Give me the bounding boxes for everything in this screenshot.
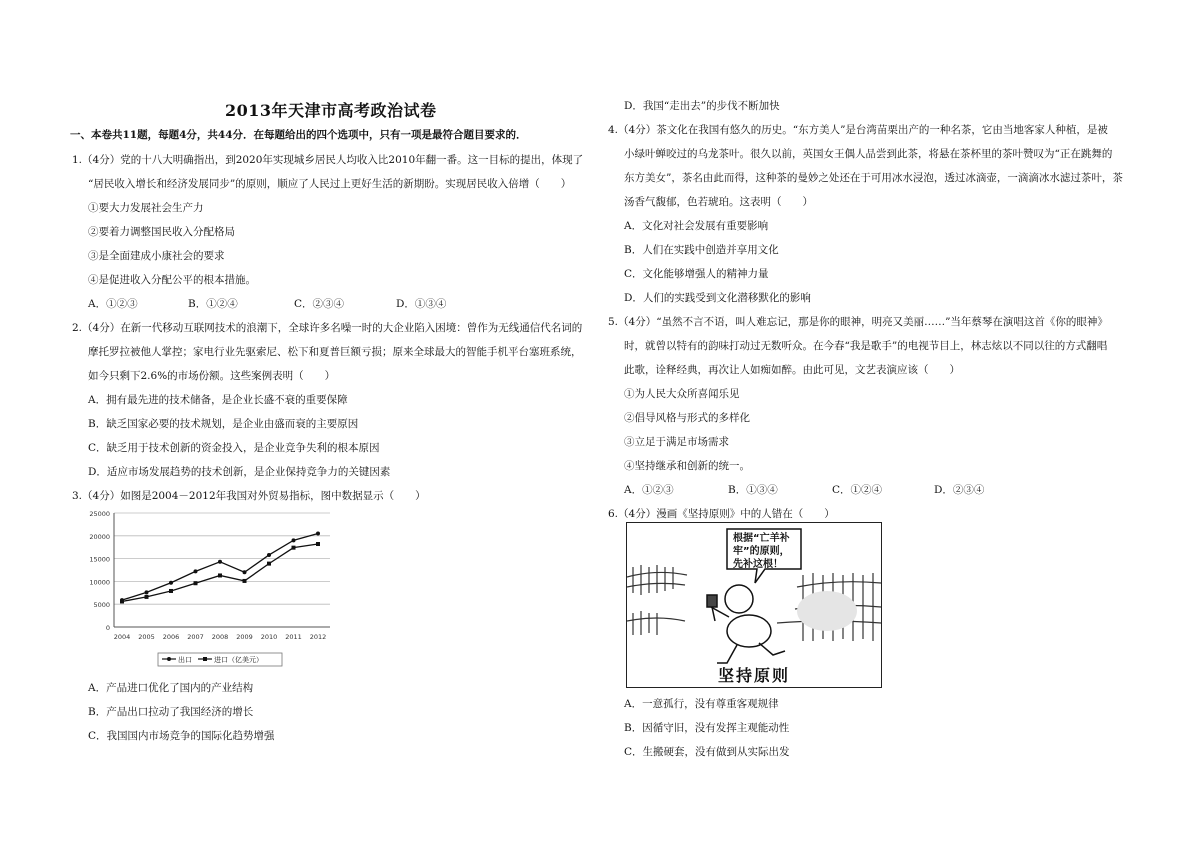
- paper-title: 2013年天津市高考政治试卷: [225, 101, 437, 120]
- series-point: [194, 581, 198, 585]
- q5-item-4: ④坚持继承和创新的统一。: [624, 460, 750, 472]
- series-point: [316, 532, 320, 536]
- x-tick-label: 2005: [138, 633, 155, 641]
- q3-option-c: C．我国国内市场竞争的国际化趋势增强: [88, 730, 275, 742]
- q4-stem-line-1: 4.（4分）茶文化在我国有悠久的历史。“东方美人”是台湾苗栗出产的一种名茶，它由当地客家人种植，是被: [608, 124, 1108, 136]
- q1-item-1: ①要大力发展社会生产力: [88, 202, 204, 214]
- y-tick-label: 25000: [89, 510, 110, 518]
- legend-label: 进口（亿美元）: [214, 656, 263, 664]
- chart-series: [120, 532, 320, 604]
- q5-option-d: D．②③④: [934, 484, 985, 496]
- x-tick-label: 2009: [236, 633, 253, 641]
- q4-option-a: A．文化对社会发展有重要影响: [624, 220, 769, 232]
- q1-stem-line-1: 1.（4分）党的十八大明确指出，到2020年实现城乡居民人均收入比2010年翻一番。这一目标的提出，体现了: [72, 154, 584, 166]
- q6-option-a: A．一意孤行，没有尊重客观规律: [624, 698, 779, 710]
- q5-option-c: C．①②④: [832, 484, 883, 496]
- x-tick-label: 2010: [260, 633, 278, 641]
- x-tick-label: 2008: [211, 633, 229, 641]
- q1-option-b: B．①②④: [188, 298, 238, 310]
- trade-chart: [80, 505, 340, 675]
- q2-stem-line-1: 2.（4分）在新一代移动互联网技术的浪潮下，全球许多名噪一时的大企业陷入困境：曾作为无线通信代名词的: [72, 322, 583, 334]
- cartoon-bubble-text: 根据“亡羊补牢”的原则，先补这根！: [733, 533, 790, 570]
- y-tick-label: 5000: [93, 601, 110, 610]
- q2-option-b: B．缺乏国家必要的技术规划，是企业由盛而衰的主要原因: [88, 418, 359, 430]
- q2-stem-line-3: 如今只剩下2.6%的市场份额。这些案例表明（ ）: [88, 370, 336, 382]
- series-point: [316, 542, 320, 546]
- series-point: [243, 570, 247, 574]
- q3-option-b: B．产品出口拉动了我国经济的增长: [88, 706, 254, 718]
- section-heading: 一、本卷共11题，每题4分，共44分．在每题给出的四个选项中，只有一项是最符合题目要求的．: [70, 129, 527, 141]
- q5-stem-line-1: 5.（4分）“虽然不言不语，叫人难忘记，那是你的眼神，明亮又美丽……”当年蔡琴在演唱这首《你的眼神》: [608, 316, 1108, 328]
- x-tick-label: 2004: [113, 633, 131, 641]
- legend-label: 出口: [178, 656, 192, 664]
- q1-item-3: ③是全面建成小康社会的要求: [88, 250, 225, 262]
- q3-option-a: A．产品进口优化了国内的产业结构: [88, 682, 254, 694]
- q6-stem: 6.（4分）漫画《坚持原则》中的人错在（ ）: [608, 508, 835, 520]
- x-tick-label: 2012: [309, 633, 327, 641]
- cartoon-fence-left: [627, 565, 687, 635]
- series-point: [218, 560, 222, 564]
- q5-stem-line-2: 时，就曾以特有的韵味打动过无数听众。在今春“我是歌手”的电视节目上，林志炫以不同以往的方式翻唱: [624, 340, 1108, 352]
- q2-option-a: A．拥有最先进的技术储备，是企业长盛不衰的重要保障: [88, 394, 348, 406]
- q5-item-1: ①为人民大众所喜闻乐见: [624, 388, 740, 400]
- legend-marker: [203, 657, 207, 661]
- chart-legend: [158, 653, 282, 666]
- q6-option-b: B．因循守旧，没有发挥主观能动性: [624, 722, 790, 734]
- cartoon-caption: 坚持原则: [717, 666, 790, 685]
- cartoon-figure: [707, 585, 785, 663]
- q3-option-d: D．我国“走出去”的步伐不断加快: [624, 100, 780, 112]
- x-tick-label: 2006: [162, 633, 180, 641]
- q1-option-c: C．②③④: [294, 298, 345, 310]
- q6-option-c: C．生搬硬套，没有做到从实际出发: [624, 746, 790, 758]
- q5-option-a: A．①②③: [624, 484, 674, 496]
- series-point: [194, 569, 198, 573]
- series-point: [267, 562, 271, 566]
- x-tick-label: 2011: [285, 633, 302, 641]
- q4-option-d: D．人们的实践受到文化潜移默化的影响: [624, 292, 811, 304]
- y-tick-label: 15000: [89, 555, 110, 564]
- q1-item-2: ②要着力调整国民收入分配格局: [88, 226, 235, 238]
- q1-stem-line-2: “居民收入增长和经济发展同步”的原则，顺应了人民过上更好生活的新期盼。实现居民收入倍增（ ）: [88, 178, 572, 190]
- q1-option-a: A．①②③: [88, 298, 138, 310]
- q5-item-3: ③立足于满足市场需求: [624, 436, 729, 448]
- legend-marker: [167, 657, 171, 661]
- q4-option-b: B．人们在实践中创造并享用文化: [624, 244, 779, 256]
- y-tick-label: 20000: [89, 532, 110, 541]
- series-line-1: [122, 544, 318, 601]
- q2-stem-line-2: 摩托罗拉被他人掌控；家电行业先驱索尼、松下和夏普巨额亏损；原来全球最大的智能手机平台塞班系统，: [88, 346, 582, 358]
- series-point: [292, 538, 296, 542]
- series-point: [169, 589, 173, 593]
- q4-option-c: C．文化能够增强人的精神力量: [624, 268, 769, 280]
- q1-option-d: D．①③④: [396, 298, 447, 310]
- q2-option-c: C．缺乏用于技术创新的资金投入，是企业竞争失利的根本原因: [88, 442, 380, 454]
- series-point: [267, 553, 271, 557]
- series-line-0: [122, 534, 318, 601]
- q5-stem-line-3: 此歌，诠释经典，再次让人如痴如醉。由此可见，文艺表演应该（ ）: [624, 364, 960, 376]
- q5-option-b: B．①③④: [728, 484, 778, 496]
- chart-axes: [89, 510, 330, 641]
- q4-stem-line-2: 小绿叶蝉咬过的乌龙茶叶。很久以前，英国女王偶人品尝到此茶，将悬在茶杯里的茶叶赞叹为“正在跳舞的: [624, 148, 1113, 160]
- q2-option-d: D．适应市场发展趋势的技术创新，是企业保持竞争力的关键因素: [88, 466, 391, 478]
- series-point: [145, 590, 149, 594]
- series-point: [218, 573, 222, 577]
- y-tick-label: 10000: [89, 578, 110, 587]
- series-point: [120, 599, 124, 603]
- q3-stem: 3.（4分）如图是2004－2012年我国对外贸易指标，图中数据显示（ ）: [72, 490, 426, 502]
- y-tick-label: 0: [105, 624, 110, 632]
- series-point: [292, 546, 296, 550]
- cartoon: [626, 522, 882, 688]
- q4-stem-line-3: 东方美女”，茶名由此而得，这种茶的曼妙之处还在于可用冰水浸泡，透过冰滴壶，一滴滴冰水滤过茶叶，茶: [624, 172, 1123, 184]
- x-tick-label: 2007: [187, 633, 204, 641]
- q4-stem-line-4: 汤香气馥郁，色若琥珀。这表明（ ）: [624, 196, 813, 208]
- q5-item-2: ②倡导风格与形式的多样化: [624, 412, 750, 424]
- series-point: [243, 579, 247, 583]
- series-point: [169, 581, 173, 585]
- series-point: [145, 595, 149, 599]
- q1-item-4: ④是促进收入分配公平的根本措施。: [88, 274, 256, 286]
